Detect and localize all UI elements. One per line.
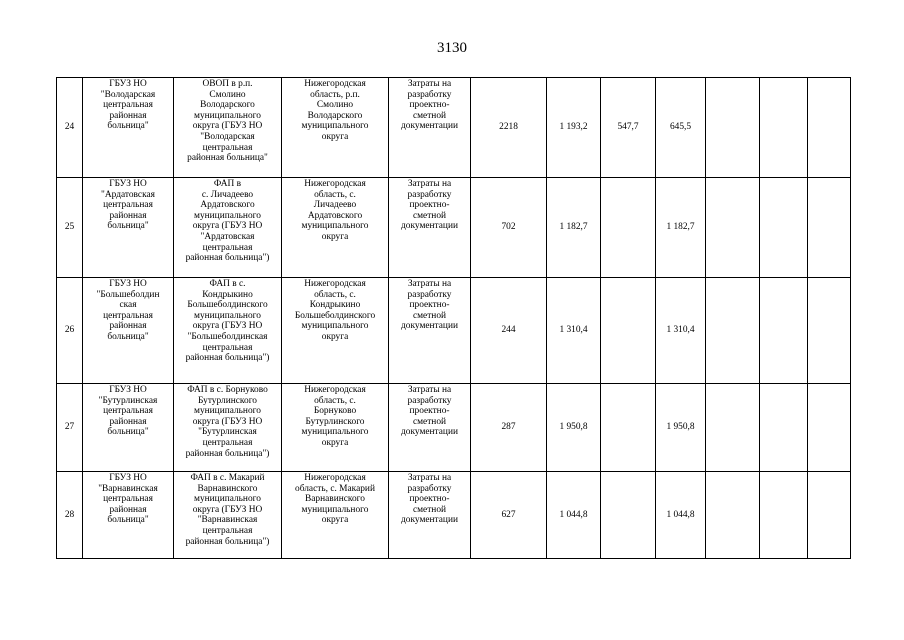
value-cell-5 — [706, 278, 760, 384]
organization-cell: ГБУЗ НО "Володарская центральная районная больница" — [83, 78, 174, 178]
value-cell-2: 1 044,8 — [547, 472, 601, 559]
value-cell-6 — [760, 178, 808, 278]
page-number: 3130 — [437, 40, 467, 56]
organization-cell: ГБУЗ НО "Ардатовская центральная районная больница" — [83, 178, 174, 278]
value-cell-1: 2218 — [471, 78, 547, 178]
value-cell-2: 1 182,7 — [547, 178, 601, 278]
value-cell-5 — [706, 384, 760, 472]
value-cell-7 — [808, 78, 851, 178]
expense-type-cell: Затраты на разработку проектно- сметной документации — [389, 384, 471, 472]
value-cell-5 — [706, 472, 760, 559]
value-cell-3 — [601, 384, 656, 472]
location-cell: Нижегородская область, с. Личадеево Ардатовского муниципального округа — [282, 178, 389, 278]
value-cell-5 — [706, 78, 760, 178]
expense-type-cell: Затраты на разработку проектно- сметной документации — [389, 78, 471, 178]
object-cell: ФАП в с. Макарий Варнавинского муниципального округа (ГБУЗ НО "Варнавинская центральная районная больница") — [174, 472, 282, 559]
location-cell: Нижегородская область, с. Кондрыкино Большеболдинского муниципального округа — [282, 278, 389, 384]
location-cell: Нижегородская область, с. Борнуково Бутурлинского муниципального округа — [282, 384, 389, 472]
value-cell-1: 627 — [471, 472, 547, 559]
value-cell-6 — [760, 278, 808, 384]
row-number-cell: 25 — [57, 178, 83, 278]
expense-type-cell: Затраты на разработку проектно- сметной документации — [389, 178, 471, 278]
value-cell-3 — [601, 278, 656, 384]
data-table — [56, 77, 851, 559]
table-row — [57, 384, 851, 472]
value-cell-7 — [808, 384, 851, 472]
row-number-cell: 24 — [57, 78, 83, 178]
organization-cell: ГБУЗ НО "Бутурлинская центральная районная больница" — [83, 384, 174, 472]
value-cell-7 — [808, 278, 851, 384]
row-number-cell: 26 — [57, 278, 83, 384]
value-cell-1: 287 — [471, 384, 547, 472]
value-cell-7 — [808, 178, 851, 278]
value-cell-2: 1 310,4 — [547, 278, 601, 384]
organization-cell: ГБУЗ НО "Варнавинская центральная районная больница" — [83, 472, 174, 559]
table-row — [57, 472, 851, 559]
value-cell-6 — [760, 472, 808, 559]
row-number-cell: 28 — [57, 472, 83, 559]
value-cell-3 — [601, 178, 656, 278]
value-cell-6 — [760, 78, 808, 178]
table-row — [57, 78, 851, 178]
value-cell-4: 645,5 — [656, 78, 706, 178]
object-cell: ФАП в с. Борнуково Бутурлинского муниципального округа (ГБУЗ НО "Бутурлинская центральная районная больница") — [174, 384, 282, 472]
location-cell: Нижегородская область, с. Макарий Варнавинского муниципального округа — [282, 472, 389, 559]
value-cell-1: 702 — [471, 178, 547, 278]
value-cell-3 — [601, 472, 656, 559]
object-cell: ФАП в с. Личадеево Ардатовского муниципального округа (ГБУЗ НО "Ардатовская центральная районная больница") — [174, 178, 282, 278]
value-cell-5 — [706, 178, 760, 278]
row-number-cell: 27 — [57, 384, 83, 472]
expense-type-cell: Затраты на разработку проектно- сметной документации — [389, 472, 471, 559]
table-row — [57, 178, 851, 278]
value-cell-2: 1 950,8 — [547, 384, 601, 472]
value-cell-2: 1 193,2 — [547, 78, 601, 178]
value-cell-1: 244 — [471, 278, 547, 384]
value-cell-4: 1 044,8 — [656, 472, 706, 559]
value-cell-7 — [808, 472, 851, 559]
value-cell-3: 547,7 — [601, 78, 656, 178]
value-cell-4: 1 950,8 — [656, 384, 706, 472]
location-cell: Нижегородская область, р.п. Смолино Володарского муниципального округа — [282, 78, 389, 178]
value-cell-4: 1 182,7 — [656, 178, 706, 278]
object-cell: ФАП в с. Кондрыкино Большеболдинского муниципального округа (ГБУЗ НО "Большеболдинская центральная районная больница") — [174, 278, 282, 384]
value-cell-6 — [760, 384, 808, 472]
table-row — [57, 278, 851, 384]
object-cell: ОВОП в р.п. Смолино Володарского муниципального округа (ГБУЗ НО "Володарская центральная районная больница" — [174, 78, 282, 178]
organization-cell: ГБУЗ НО "Большеболдин ская центральная районная больница" — [83, 278, 174, 384]
expense-type-cell: Затраты на разработку проектно- сметной документации — [389, 278, 471, 384]
value-cell-4: 1 310,4 — [656, 278, 706, 384]
